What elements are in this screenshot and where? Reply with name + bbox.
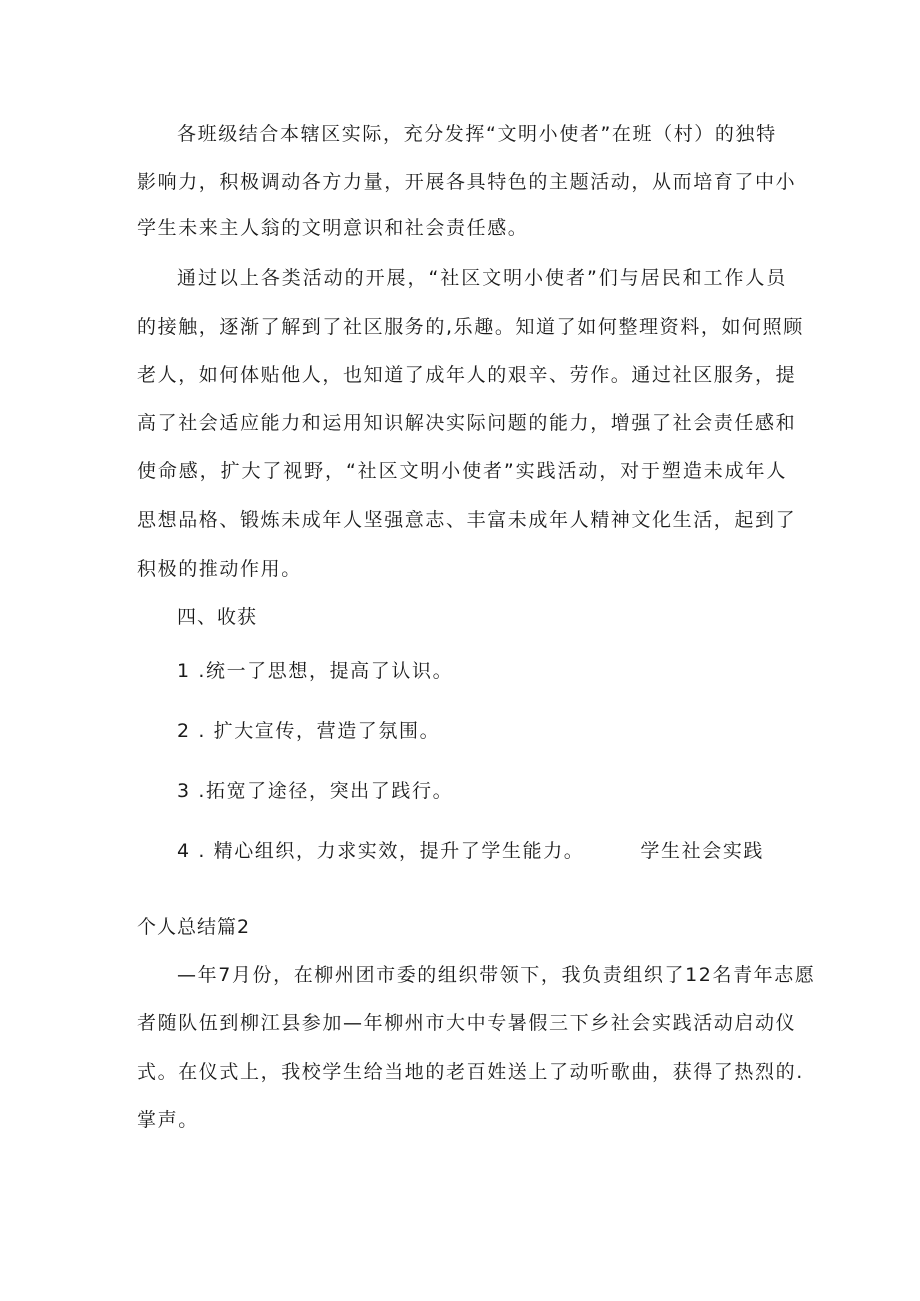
para3-line-2: 者随队伍到柳江县参加—年柳州市大中专暑假三下乡社会实践活动启动仪: [137, 1012, 797, 1034]
para1-line-2: 影响力，积极调动各方力量，开展各具特色的主题活动，从而培育了中小: [137, 171, 797, 193]
para1-line-3: 学生未来主人翁的文明意识和社会责任感。: [137, 217, 529, 239]
next-heading: 个人总结篇2: [137, 916, 251, 938]
para3-line-4: 掌声。: [137, 1109, 199, 1131]
para2-line-4: 高了社会适应能力和运用知识解决实际问题的能力，增强了社会责任感和: [137, 412, 797, 434]
para2-line-3: 老人，如何体贴他人，也知道了成年人的艰辛、劳作。通过社区服务，提: [137, 364, 797, 386]
para2-line-2: 的接触，逐渐了解到了社区服务的,乐趣。知道了如何整理资料，如何照顾: [137, 316, 804, 338]
para3-line-1: —年7月份，在柳州团市委的组织带领下，我负责组织了12名青年志愿: [177, 964, 816, 986]
list-item-1: 1 .统一了思想，提高了认识。: [177, 660, 454, 682]
para2-line-5: 使命感，扩大了视野，“社区文明小使者”实践活动，对于塑造未成年人: [137, 460, 787, 482]
list-item-4-trailing: 学生社会实践: [640, 840, 765, 862]
list-item-2: 2 . 扩大宣传，营造了氛围。: [177, 720, 441, 742]
para2-line-6: 思想品格、锻炼未成年人坚强意志、丰富未成年人精神文化生活，起到了: [137, 509, 797, 531]
para3-line-3: 式。在仪式上，我校学生给当地的老百姓送上了动听歌曲，获得了热烈的.: [137, 1061, 804, 1083]
para1-line-1: 各班级结合本辖区实际，充分发挥“文明小使者”在班（村）的独特: [177, 123, 777, 145]
para2-line-1: 通过以上各类活动的开展，“社区文明小使者”们与居民和工作人员: [177, 267, 787, 289]
para2-line-7: 积极的推动作用。: [137, 558, 302, 580]
list-item-4-text: 4 . 精心组织，力求实效，提升了学生能力。: [177, 840, 585, 862]
list-item-4: [177, 839, 765, 863]
section-title: 四、收获: [177, 606, 258, 628]
list-item-3: 3 .拓宽了途径，突出了践行。: [177, 780, 454, 802]
